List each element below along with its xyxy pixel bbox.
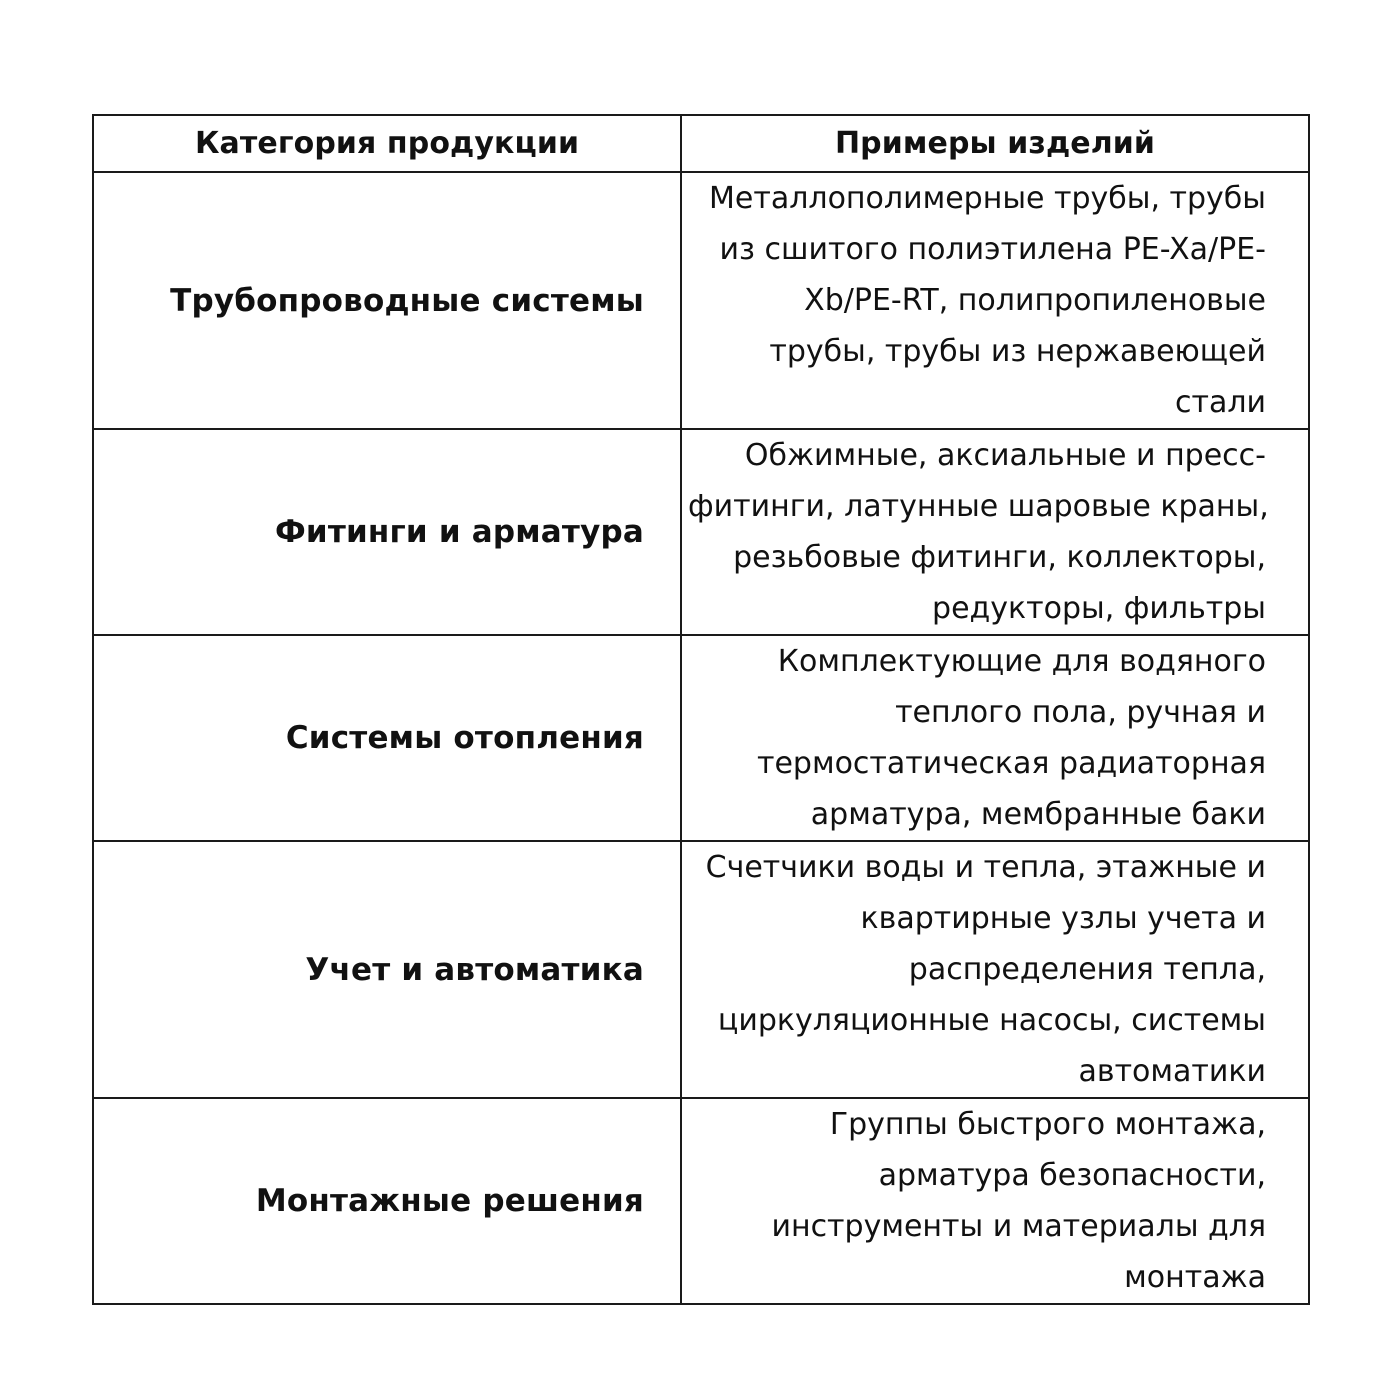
- example-line: циркуляционные насосы, системы: [717, 1003, 1266, 1038]
- category-cell: Монтажные решения: [93, 1098, 681, 1304]
- product-table: [92, 114, 1310, 1305]
- example-line: термостатическая радиаторная: [756, 746, 1266, 781]
- examples-cell: [681, 1098, 1309, 1304]
- example-line: Обжимные, аксиальные и пресс-: [744, 438, 1266, 473]
- table-row: [93, 429, 1309, 635]
- example-line: Xb/PE-RT, полипропиленовые: [804, 283, 1266, 318]
- category-cell: Системы отопления: [93, 635, 681, 841]
- example-line: резьбовые фитинги, коллекторы,: [733, 540, 1266, 575]
- header-category: Категория продукции: [93, 115, 681, 172]
- example-line: распределения тепла,: [908, 952, 1266, 987]
- example-line: арматура, мембранные баки: [810, 797, 1266, 832]
- example-line: стали: [1174, 385, 1266, 420]
- category-cell: Учет и автоматика: [93, 841, 681, 1098]
- category-cell: Трубопроводные системы: [93, 172, 681, 429]
- table-header-row: [93, 115, 1309, 172]
- table-row: [93, 1098, 1309, 1304]
- example-line: трубы, трубы из нержавеющей: [769, 334, 1266, 369]
- example-line: из сшитого полиэтилена PE-Xa/PE-: [719, 232, 1266, 267]
- examples-cell: [681, 635, 1309, 841]
- header-examples: Примеры изделий: [681, 115, 1309, 172]
- category-cell: Фитинги и арматура: [93, 429, 681, 635]
- table-row: [93, 841, 1309, 1098]
- product-table-container: [92, 114, 1308, 1305]
- example-line: фитинги, латунные шаровые краны,: [688, 489, 1269, 524]
- table-row: [93, 635, 1309, 841]
- example-line: автоматики: [1078, 1054, 1266, 1089]
- example-line: арматура безопасности,: [878, 1158, 1266, 1193]
- example-line: квартирные узлы учета и: [860, 901, 1266, 936]
- example-line: Комплектующие для водяного: [777, 644, 1266, 679]
- example-line: Группы быстрого монтажа,: [829, 1107, 1266, 1142]
- table-row: [93, 172, 1309, 429]
- example-line: Счетчики воды и тепла, этажные и: [705, 850, 1266, 885]
- examples-cell: [681, 841, 1309, 1098]
- example-line: Металлополимерные трубы, трубы: [709, 181, 1266, 216]
- example-line: инструменты и материалы для: [771, 1209, 1266, 1244]
- examples-cell: [681, 429, 1309, 635]
- examples-cell: [681, 172, 1309, 429]
- example-line: монтажа: [1124, 1260, 1266, 1295]
- example-line: редукторы, фильтры: [932, 591, 1266, 626]
- example-line: теплого пола, ручная и: [895, 695, 1266, 730]
